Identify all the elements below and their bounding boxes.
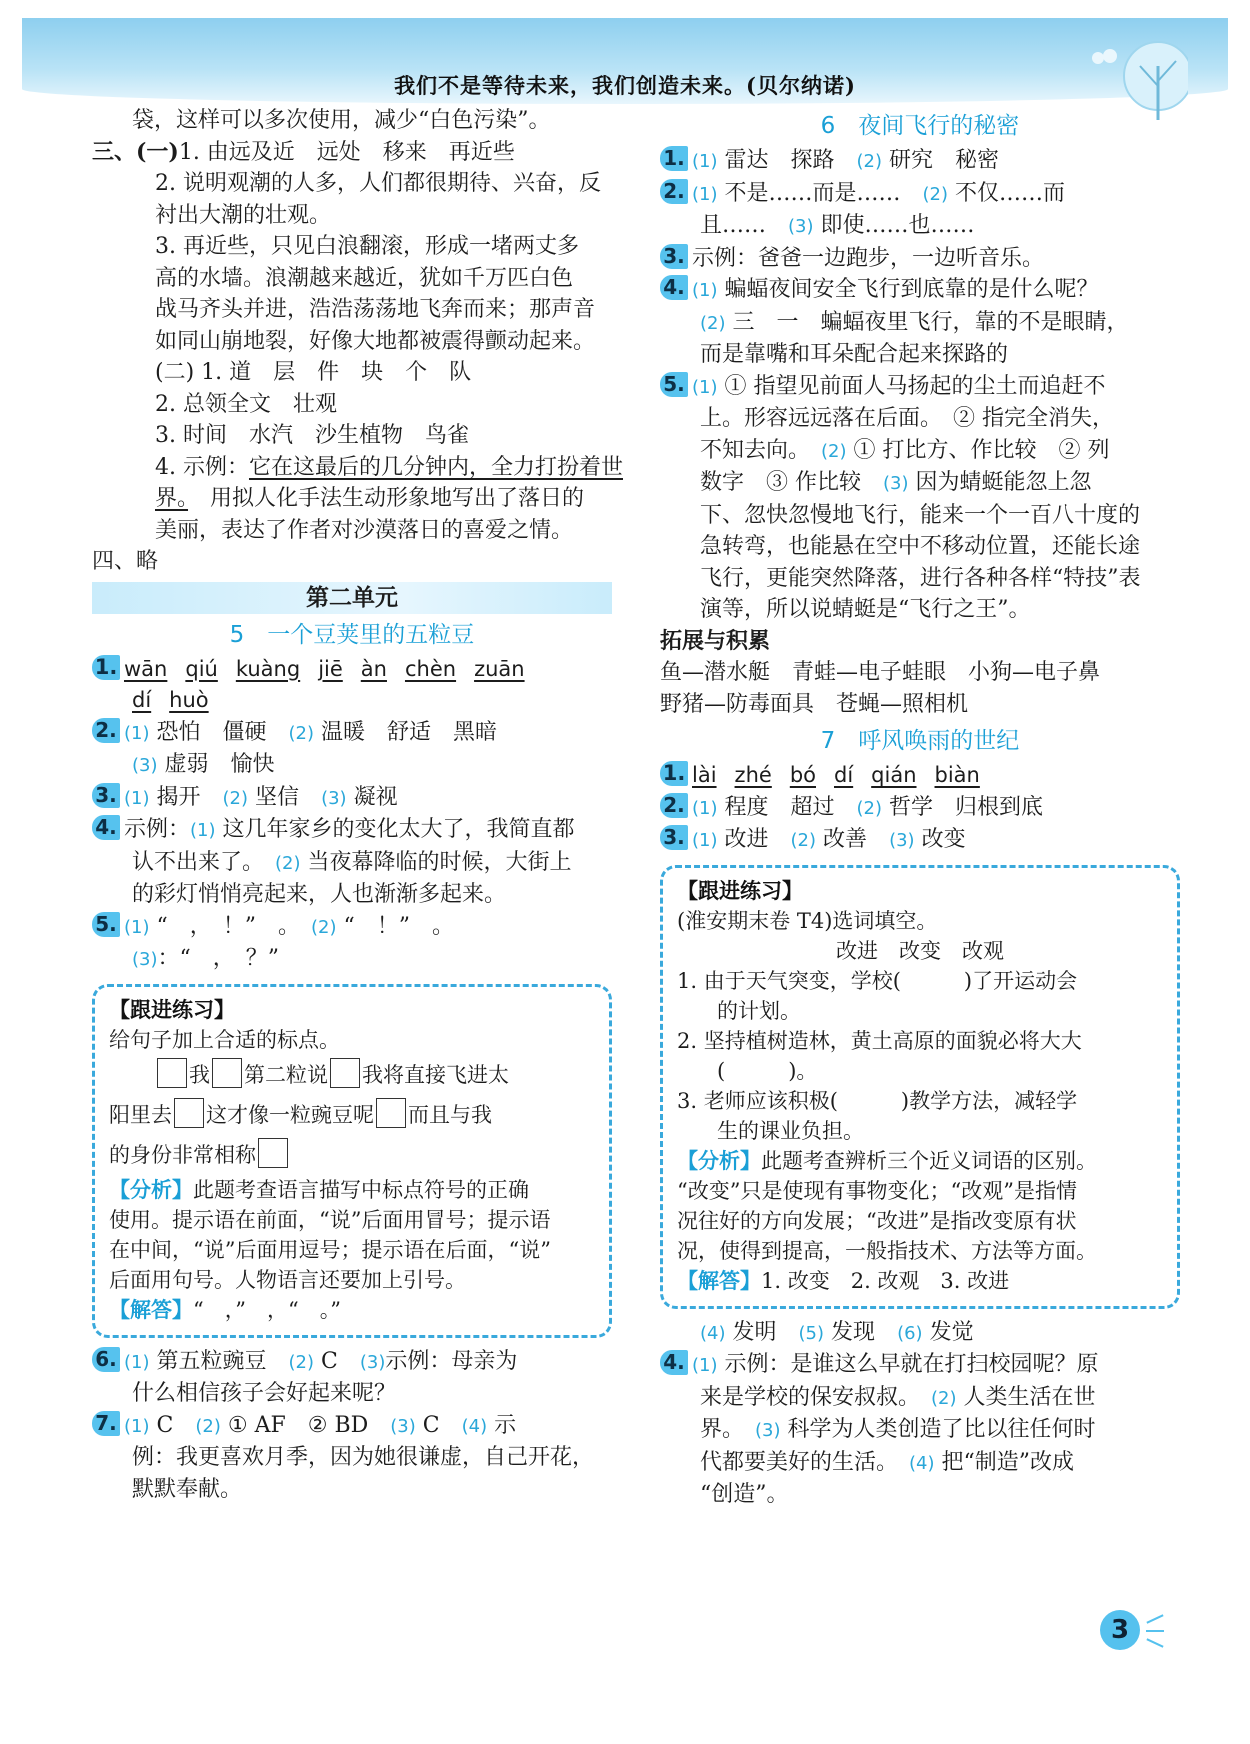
question-5-cont: 急转弯，也能悬在空中不移动位置，还能长途 — [700, 534, 1141, 559]
box-words: 改进 改变 改观 — [836, 938, 1004, 963]
question-2: 2. (1) 不是……而是…… (2) 不仅……而 — [660, 178, 1180, 211]
answer: 【解答】1. 改变 2. 改观 3. 改进 — [677, 1267, 1010, 1293]
box-question: 给句子加上合适的标点。 — [109, 1027, 340, 1052]
practice-box — [92, 984, 612, 1338]
question-2-cont: (3) 虚弱 愉快 — [132, 752, 275, 777]
question-number: 1. — [92, 655, 120, 680]
lesson-title: 7 呼风唤雨的世纪 — [820, 728, 1020, 754]
pinyin: jiē — [318, 656, 343, 681]
analysis: 使用。提示语在前面，“说”后面用冒号；提示语 — [109, 1207, 551, 1232]
question-5-cont: 不知去向。 (2) ① 打比方、作比较 ② 列 — [700, 437, 1110, 463]
right-column — [660, 105, 1180, 1511]
question-1: 1. lài zhé bó dí qián biàn — [660, 760, 1180, 792]
text-line: 3. 再近些，只见白浪翻滚，形成一堵两丈多 — [155, 234, 579, 259]
analysis: 况，使得到提高，一般指技术、方法等方面。 — [677, 1238, 1097, 1263]
lesson-title: 6 夜间飞行的秘密 — [820, 113, 1020, 139]
text-line: 战马齐头并进，浩浩荡荡地飞奔而来；那声音 — [155, 297, 596, 322]
question-1-cont — [92, 685, 612, 717]
analysis: 在中间，“说”后面用逗号；提示语在后面，“说” — [109, 1237, 551, 1262]
pinyin: zuān — [474, 656, 525, 681]
answer-blank[interactable] — [258, 1138, 288, 1168]
text-line: 美丽，表达了作者对沙漠落日的喜爱之情。 — [155, 517, 574, 543]
pinyin: kuàng — [235, 656, 301, 681]
analysis: 况往好的方向发展；“改进”是指改变原有状 — [677, 1208, 1077, 1233]
question-4: 4. 示例：(1) 这几年家乡的变化太大了，我简直都 — [92, 814, 612, 847]
question-4-cont: “创造”。 — [700, 1482, 789, 1507]
answer-blank[interactable] — [330, 1058, 360, 1088]
answer-blank[interactable] — [376, 1098, 406, 1128]
text-line: 如同山崩地裂，好像大地都被震得颤动起来。 — [155, 328, 596, 354]
box-sentence: 的身份非常相称 — [109, 1135, 595, 1175]
box-item: 3. 老师应该积极( )教学方法，减轻学 — [677, 1088, 1078, 1113]
box-item: 1. 由于天气突变，学校( )了开运动会 — [677, 968, 1078, 993]
pinyin: chèn — [404, 656, 457, 681]
extension-title: 拓展与积累 — [660, 627, 771, 654]
decor-ray — [1146, 1614, 1163, 1623]
question-1: 1. (1) 雷达 探路 (2) 研究 秘密 — [660, 145, 1180, 178]
answer-blank[interactable] — [212, 1058, 242, 1088]
pinyin: bó — [789, 763, 816, 787]
question-1 — [92, 654, 612, 686]
text-line: 界。 用拟人化手法生动形象地写出了落日的 — [155, 486, 585, 511]
box-title: 【跟进练习】 — [109, 996, 235, 1022]
question-3: 3. 示例：爸爸一边跑步，一边听音乐。 — [660, 243, 1180, 275]
box-sentence: 阳里去 这才像一粒豌豆呢 而且与我 — [109, 1095, 595, 1135]
answer: 【解答】“ ，” ，“ 。” — [109, 1296, 341, 1322]
question-5-cont: 演等，所以说蜻蜓是“飞行之王”。 — [700, 597, 1031, 622]
question-7-cont: 例：我更喜欢月季，因为她很谦虚，自己开花， — [132, 1445, 595, 1470]
decor-ray — [1146, 1638, 1163, 1647]
question-4-cont: 来是学校的保安叔叔。 (2) 人类生活在世 — [700, 1384, 1096, 1410]
section-four-line: 四、略 — [92, 549, 159, 574]
analysis: 【分析】此题考查语言描写中标点符号的正确 — [109, 1176, 529, 1202]
question-2-cont: 且…… (3) 即使……也…… — [700, 213, 975, 238]
question-3: 3. (1) 改进 (2) 改善 (3) 改变 — [660, 824, 1180, 857]
analysis: 【分析】此题考查辨析三个近义词语的区别。 — [677, 1147, 1097, 1173]
question-5: 5. (1) ① 指望见前面人马扬起的尘土而追赶不 — [660, 371, 1180, 404]
question-4-cont: 的彩灯悄悄亮起来，人也渐渐多起来。 — [132, 882, 507, 907]
left-column — [92, 105, 623, 1505]
question-7: 7. (1) C (2) ① AF ② BD (3) C (4) 示 — [92, 1410, 612, 1443]
text-line: 2. 说明观潮的人多，人们都很期待、兴奋，反 — [155, 171, 601, 196]
question-4-cont: 而是靠嘴和耳朵配合起来探路的 — [700, 342, 1009, 367]
text-line: (二) 1. 道 层 件 块 个 队 — [155, 360, 472, 385]
pinyin: àn — [360, 656, 387, 681]
box-item: ( )。 — [717, 1058, 818, 1083]
pinyin: lài — [692, 763, 717, 787]
text-line: 3. 时间 水汽 沙生植物 鸟雀 — [155, 423, 469, 448]
text-line: 4. 示例：它在这最后的几分钟内，全力打扮着世 — [155, 454, 623, 480]
section-three-line: 三、(一)1. 由远及近 远处 移来 再近些 — [92, 138, 515, 165]
page-number: 3 — [1100, 1610, 1140, 1650]
extension-line: 鱼—潜水艇 青蛙—电子蛙眼 小狗—电子鼻 — [660, 660, 1101, 685]
text-line: 袋，这样可以多次使用，减少“白色污染”。 — [132, 108, 551, 133]
header-motto: 我们不是等待未来，我们创造未来。(贝尔纳诺) — [394, 73, 856, 98]
question-4: 4. (1) 示例：是谁这么早就在打扫校园呢？原 — [660, 1349, 1180, 1382]
extension-line: 野猪—防毒面具 苍蝇—照相机 — [660, 691, 969, 717]
question-5-cont: 飞行，更能突然降落，进行各种各样“特技”表 — [700, 565, 1141, 591]
pinyin: wān — [124, 656, 168, 681]
question-4: 4. (1) 蝙蝠夜间安全飞行到底靠的是什么呢？ — [660, 274, 1180, 307]
question-5: 5. (1) “ ， ！” 。 (2) “ ！” 。 — [92, 911, 612, 944]
pinyin: huò — [169, 688, 209, 712]
question-4-cont: 代都要美好的生活。 (4) 把“制造”改成 — [700, 1449, 1075, 1475]
question-3-cont: (4) 发明 (5) 发现 (6) 发觉 — [700, 1319, 974, 1345]
lesson-title: 5 一个豆荚里的五粒豆 — [229, 621, 475, 648]
question-5-cont: (3)：“ ， ？” — [132, 946, 279, 971]
box-item: 的计划。 — [717, 998, 801, 1023]
question-7-cont: 默默奉献。 — [132, 1476, 243, 1502]
unit-title: 第二单元 — [92, 582, 612, 614]
question-4-cont: 认不出来了。 (2) 当夜幕降临的时候，大街上 — [132, 849, 572, 875]
decor-ray — [1146, 1630, 1164, 1632]
question-5-cont: 上。形容远远落在后面。 ② 指完全消失， — [700, 406, 1114, 431]
pinyin: dí — [834, 763, 854, 787]
practice-box — [660, 865, 1180, 1309]
question-2: 2. (1) 恐怕 僵硬 (2) 温暖 舒适 黑暗 — [92, 717, 612, 750]
question-5-cont: 下、忽快忽慢地飞行，能来一个一百八十度的 — [700, 502, 1141, 528]
analysis: 后面用句号。人物语言还要加上引号。 — [109, 1267, 466, 1292]
box-sentence: 我 第二粒说 我将直接飞进太 — [109, 1055, 595, 1095]
pinyin: zhé — [734, 763, 772, 787]
box-item: 2. 坚持植树造林，黄土高原的面貌必将大大 — [677, 1028, 1082, 1053]
analysis: “改变”只是使现有事物变化；“改观”是指情 — [677, 1178, 1077, 1203]
question-2: 2. (1) 程度 超过 (2) 哲学 归根到底 — [660, 792, 1180, 825]
question-5-cont: 数字 ③ 作比较 (3) 因为蜻蜓能忽上忽 — [700, 470, 1092, 495]
header-banner — [22, 18, 1228, 104]
question-6: 6. (1) 第五粒豌豆 (2) C (3)示例：母亲为 — [92, 1346, 612, 1379]
text-line: 衬出大潮的壮观。 — [155, 202, 332, 228]
answer-blank[interactable] — [174, 1098, 204, 1128]
pinyin: biàn — [934, 763, 980, 787]
question-6-cont: 什么相信孩子会好起来呢？ — [132, 1381, 397, 1406]
answer-blank[interactable] — [157, 1058, 187, 1088]
box-question: (淮安期末卷 T4)选词填空。 — [677, 908, 938, 933]
box-item: 生的课业负担。 — [717, 1118, 864, 1143]
box-title: 【跟进练习】 — [677, 877, 803, 903]
pinyin: qiú — [185, 656, 218, 681]
question-3: 3. (1) 揭开 (2) 坚信 (3) 凝视 — [92, 782, 612, 815]
pinyin: dí — [132, 688, 152, 712]
pinyin: qián — [871, 763, 917, 787]
text-line: 2. 总领全文 壮观 — [155, 391, 337, 417]
question-4-cont: 界。 (3) 科学为人类创造了比以往任何时 — [700, 1417, 1096, 1442]
question-4-cont: (2) 三 一 蝙蝠夜里飞行，靠的不是眼睛， — [700, 309, 1129, 335]
text-line: 高的水墙。浪潮越来越近，犹如千万匹白色 — [155, 265, 574, 291]
